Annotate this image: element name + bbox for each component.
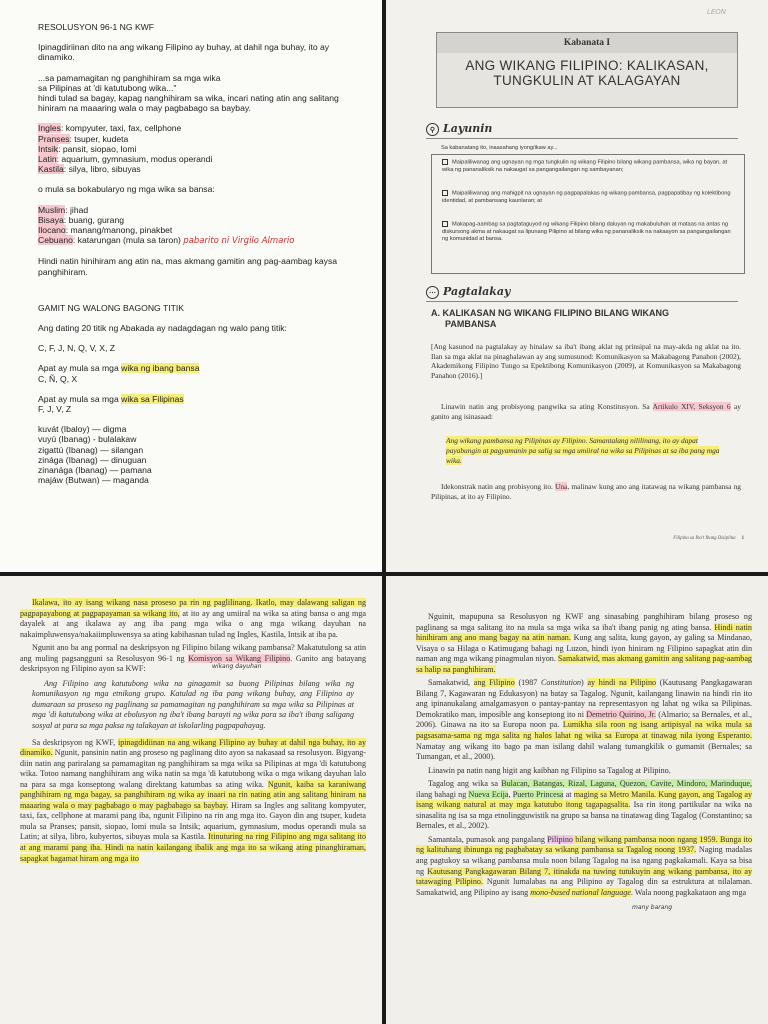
word-list-item: zinága (Ibanag) — dinuguan: [38, 454, 147, 465]
gamit-title: GAMIT NG WALONG BAGONG TITIK: [38, 302, 184, 313]
layunin-heading: ⚲ Layunin: [426, 122, 492, 136]
gamit-letters: C, F, J, N, Q, V, X, Z: [38, 343, 116, 354]
gamit-dating: Ang dating 20 titik ng Abakada ay nadagdagan ng walo pang titik:: [38, 323, 287, 334]
word-list-item: vuyú (Ibanag) - bulalakaw: [38, 434, 137, 445]
word-list-item: zinanága (Ibanag) — pamana: [38, 465, 152, 476]
kwf-quote: Ang Filipino ang katutubong wika na ginagamit sa buong Pilipinas bilang wika ng komunikasyon ng mga etnikong grupo. Katulad ng iba pang wikang buhay, ang Filipino ay dumaraan sa proseso ng paglinang sa pamamagitan ng panghihiram sa mga wika sa Pilipinas at mga 'di katutubong wika at ebolusyon ng iba't ibang barayti ng wika para sa iba't ibang saligang sosyal at para sa mga paksa ng talakayan at iskolarling pagpapahayag.: [32, 678, 354, 731]
notes-intro: Ipinagdiriinan dito na ang wikang Filipino ay buhay, at dahil nga buhay, ito ay dinamiko.: [38, 42, 330, 63]
chapter-title: ANG WIKANG FILIPINO: KALIKASAN, TUNGKULIN AT KALAGAYAN: [465, 58, 709, 88]
deconstruct-paragraph: Idekonstrak natin ang probisyong ito. Una, malinaw kung ano ang itatawag na wikang pambansa ng Pilipinas, at ito ay Filipino.: [431, 482, 742, 501]
section-rule: [426, 138, 738, 139]
constitution-quote: Ang wikang pambansa ng Pilipinas ay Filipino. Samantalang nililinang, ito ay dapat payabungin at pagyamanin pa salig sa mga umiiral na wika sa Pilipinas at sa iba pang mga wika.: [446, 436, 720, 465]
loan-cebuano: Cebuano: katarungan (mula sa taron) pabarito ni Virgilo Almario: [38, 235, 295, 247]
page-left-body: [20, 598, 366, 867]
notes-title: RESOLUSYON 96-1 NG KWF: [38, 22, 155, 32]
checkbox-icon: [442, 159, 448, 165]
notes-quote-1: ...sa pamamagitan ng panghihiram sa mga wika: [38, 72, 221, 83]
notes-body: [38, 22, 368, 486]
word-list-item: kuvát (Ibaloy) — digma: [38, 424, 127, 435]
paragraph: Samantala, pumasok ang pangalang Pilipino bilang wikang pambansa noon ngang 1959. Bunga ito ng kalituhang ibinunga ng pagbabatay sa wikang pambansa sa Tagalog noong 1937. Naging madalas ang pagtukoy sa wikang pambansa mula noon bilang Tagalog na isa ngang pagkakamali. Kaya sa bisa ng Kautusang Pangkagawaran Bilang 7, itinakda na tuwing tutukuyin ang wikang pambansa, ito ay tatawaging Pilipino. Ngunit lumalabas na ang Pilipino ay Tagalog din sa estruktura at nilalaman. Samakatwid, ang Pilipino ay isang mono-based national language. Wala noong pagkakataon ang mga: [416, 834, 753, 897]
objectives-box: [431, 154, 745, 274]
notes-hindi-natin: Hindi natin hinihiram ang atin na, mas akmang gamitin ang pag-aambag kaysa panghihiram.: [38, 256, 338, 277]
page-right: [386, 576, 768, 1024]
chapter-page: [386, 0, 768, 572]
notes-quote-2: sa Pilipinas at 'di katutubong wika...": [38, 82, 177, 93]
loan-muslim: Muslim: jihad: [38, 204, 89, 215]
paragraph: Ikalawa, ito ay isang wikang nasa proseso pa rin ng paglilinang. Ikatlo, may dalawang saligan ng pagpapayabong at pagpapayaman sa wikang ito, at ito ay ang umiiral na wika sa ating bansa o ang mga dayalek at ang ikalawa ay ang iba pang mga wika o ang mga wikang dayuhan na nakaimpluwensya/nakaiimpluwensya sa ating kabihasnan tulad ng Ingles, Kastila, Intsik at iba pa.: [20, 598, 366, 639]
notes-quote-3: hindi tulad sa bagay, kapag nanghihiram sa wika, incari nating atin ang salitang hiniram na maaaring wala o may pagbabago sa baybay.: [38, 93, 339, 114]
chapter-header-box: [436, 32, 738, 108]
notes-bokabularyo: o mula sa bokabularyo ng mga wika sa bansa:: [38, 184, 215, 195]
corner-mark: LEON: [706, 8, 726, 16]
magnifier-icon: ⚲: [426, 123, 439, 136]
word-list-item: majáw (Butwan) — maganda: [38, 475, 149, 486]
checkbox-icon: [442, 190, 448, 196]
objective-item: Maipaliliwanag ang ugnayan ng mga tungkulin ng wikang Filipino bilang wikang pambansa, wika ng bayan, at wika ng pananaliksik na nakaugat sa pangangailangan ng sambayanan;: [442, 159, 728, 173]
loan-ilocano: Ilocano: manang/manong, pinakbet: [38, 225, 173, 236]
paragraph: Samakatwid, ang Filipino (1987 Constitution) ay hindi na Pilipino (Kautusang Pangkagawaran Bilang 7, Kagawaran ng Edukasyon) na batay sa Tagalog. Ngunit, kailangang linawin na hindi rin ito ang ipinanukalang amalgamasyon o pantay-pantay na representasyon ng lahat ng wika sa Pilipinas. Demokratiko man, imposible ang konseptong ito ni Demetrio Quirino, Jr. (Almario; sa Bernales, et al., 2006). Ginawa na ito sa Europa noon pa. Lumikha sila roon ng isang artipisyal na wika mula sa pagsasama-sama ng mga salita ng halos lahat ng wika sa Europa at tinawag nila iyong Esperanto. Namatay ang wikang ito bago pa man isilang dahil walang tumangkilik o gumamit (Bernales; sa Tumangan, et al., 2000).: [416, 678, 752, 762]
loan-latin: Latin: aquarium, gymnasium, modus operandi: [38, 154, 213, 165]
word-list-item: zigattú (Ibanag) — silangan: [38, 444, 144, 455]
apat-filipinas: Apat ay mula sa mga wika sa Filipinas: [38, 393, 184, 404]
handwritten-note: pabarito ni Virgilo Almario: [183, 236, 295, 247]
section-rule: [426, 301, 738, 302]
paragraph: Tagalog ang wika sa Bulacan, Batangas, Rizal, Laguna, Quezon, Cavite, Mindoro, Marinduque, ilang bahagi ng Nueva Ecija, Puerto Princesa at maging sa Metro Manila. Kung gayon, ang Tagalog ay isang wikang natural at may mga katutubo itong tagapagsalita. Isa rin itong partikular na wika na sinasalita ng isa sa mga etnolingguwistik na grupo sa bansa na tinatawag ding Tagalog (Constantino; sa Bernales, et al., 2002).: [416, 779, 753, 831]
handwritten-note: wikang dayuhan: [212, 663, 262, 670]
handwritten-note: many barang: [632, 904, 673, 911]
pagtalakay-heading: ⋯ Pagtalakay: [426, 285, 510, 299]
checkbox-icon: [442, 221, 448, 227]
apat-ibang-bansa-letters: C, Ñ, Q, X: [38, 373, 78, 384]
source-paragraph: [Ang kasunod na pagtalakay ay hinalaw sa iba't ibang aklat ng prinsipal na may-akda ng aklat na ito. Ilan sa mga aklat na pinaghalawan ay ang sumusunod: Komunikasyon sa Makabagong Panahon (2002), Akademikong Filipino Tungo sa Epektibong Komunikasyon (2009), at Komunikasyon sa Makabagong Panahon (2016).]: [431, 342, 741, 380]
loan-kastila: Kastila: silya, libro, sibuyas: [38, 164, 141, 175]
loan-ingles: Ingles: kompyuter, taxi, fax, cellphone: [38, 123, 182, 134]
notes-page: [0, 0, 382, 572]
paragraph: Nguinit, mapupuna sa Resolusyon ng KWF ang sinasabing panghihiram bilang proseso ng paglinang sa mga salitang ito na mula sa mga wika sa iba't ibang panig ng ating bansa. Hindi natin hinihiram ang ano mang bagay na atin naman. Kung ang salita, kung gayon, ay galing sa Mindanao, Visaya o sa Hilaga o Katimugang bahagi ng Luzon, hindi iyon hiniram ng Filipino sapagkat atin din naman ang mga wikang pinagmulan niyon. Samakatwid, mas akmang gamitin ang salitang pag-aambag sa halip na panghihiram.: [416, 612, 753, 674]
apat-ibang-bansa: Apat ay mula sa mga wika ng ibang bansa: [38, 363, 200, 374]
loan-intsik: Intsik: pansit, siopao, lomi: [38, 143, 137, 154]
konstitusyon-paragraph: Linawin natin ang probisyong pangwika sa ating Konstitusyon. Sa Artikulo XIV, Seksyon 6 ay ganito ang isinasaad:: [431, 402, 741, 421]
page-left: [0, 576, 382, 1024]
chapter-tab: Kabanata I: [437, 33, 737, 53]
section-a-heading: A. KALIKASAN NG WIKANG FILIPINO BILANG WIKANG PAMBANSA: [431, 308, 669, 329]
paragraph: Linawin pa natin nang higit ang kaibhan ng Filipino sa Tagalog at Pilipino.: [428, 765, 671, 775]
layunin-intro: Sa kabanatang ito, inaasahang iyong/ikaw ay...: [441, 145, 558, 151]
paragraph: Ngunit ano ba ang pormal na deskripsyon ng Filipino bilang wikang pambansa? Makatutulong sa atin ang muling pagsangguni sa Resolusyon 96-1 ng Komisyon sa Wikang Filipino. Ganito ang batayang deskripsyon ng Filipino ayon sa KWF:: [20, 643, 367, 674]
discussion-icon: ⋯: [426, 286, 439, 299]
page-footer: Filipino sa Iba't Ibang Disiplina 1: [673, 536, 744, 541]
paragraph: Sa deskripsyon ng KWF, ipinagdidiinan na ang wikang Filipino ay buhay at dahil nga buhay, ito ay dinamiko. Ngunit, pansinin natin ang proseso ng paglinang dito ayon sa nakasaad sa resolusyon. Bigyang-diin natin ang pariralang sa pamamagitan ng panghihiram sa mga wika sa Pilipinas at mga 'di katutubong wika. Totoo namang nanghihiram ang wika natin sa mga 'di katutubong wika o mga wikang dayuhan lalo na para sa mga konseptong walang direktang katumbas sa ating wika. Ngunit, kaiba sa karaniwang panghihiram ng mga bagay, sa panghihiram ng wika ay inaari na rin nating atin ang salitang hiniram na maaaring wala o may pagbabago o may pagbabago sa baybay. Hiram sa Ingles ang salitang kompyuter, taxi, fax, cellphone at marami pang iba, ngunit Filipino na rin ang mga ito. Gayon din ang tsuper, kudeta mula sa Pranses; pansit, siopao, lomi mula sa Intsik; aquarium, gymnasium, modus operandi mula sa Latin; at silya, libro, kubyertos, sibuyas mula sa Kastila. Itinuturing na ring Filipino ang mga salitang ito at ang marami pang iba. Hindi na natin kailangang ibalik ang mga ito sa wikang ating pinanghiraman, sapagkat bagamat hiram ang mga ito: [20, 737, 367, 863]
objective-item: Maipaliliwanag ang mahigpit na ugnayan ng pagpapalakas ng wikang pambansa, pagpapatibay ng kolektibong identidad, at pambansang kaunlaran; at: [442, 190, 731, 204]
objective-item: Makapag-aambag sa pagtataguyod ng wikang Filipino bilang daluyan ng makabuluhan at mataas na antas ng diskursong akma at nakaugat sa lipunang Pilipino at bilang wika ng pananaliksik na nakaayon sa pangangailangan ng komunidad at bansa.: [442, 221, 731, 243]
page-right-body: [416, 612, 752, 901]
apat-filipinas-letters: F, J, V, Z: [38, 404, 72, 415]
loan-pranses: Pranses: tsuper, kudeta: [38, 133, 129, 144]
loan-bisaya: Bisaya: buang, gurang: [38, 214, 125, 225]
